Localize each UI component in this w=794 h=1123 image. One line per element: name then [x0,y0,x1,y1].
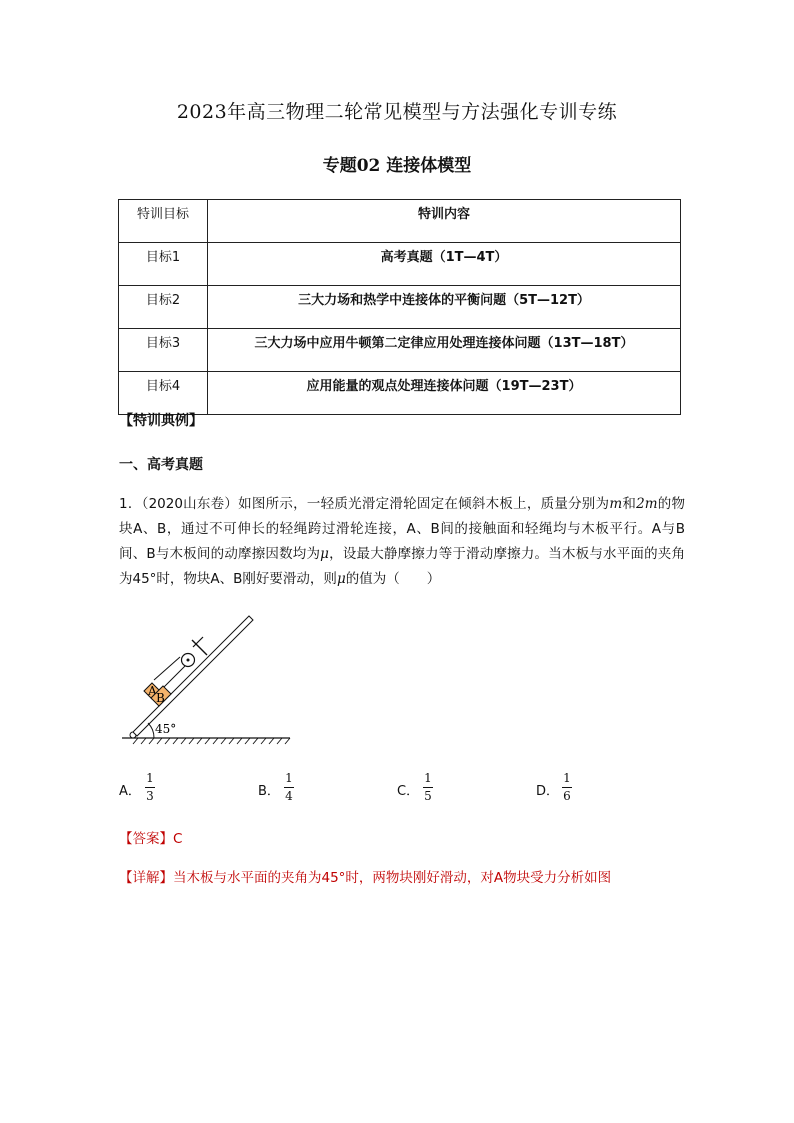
angle-arc [148,723,154,738]
question-part3: ，设最大静摩擦力等于滑动摩擦力。当木板与水平面的夹角为45°时，物块A、B刚好要滑动，则 [119,546,685,587]
option-c[interactable] [397,771,457,807]
detail-text: 当木板与水平面的夹角为45°时，两物块刚好滑动，对A物块受力分析如图 [173,870,612,886]
option-label: A． [119,784,141,799]
ground-hatching [133,738,290,744]
content-cell: 三大力场和热学中连接体的平衡问题（5T—12T） [208,286,681,329]
content-cell: 高考真题（1T—4T） [208,243,681,286]
option-fraction: 1 3 [146,771,154,803]
pulley-stop [192,640,207,655]
goal-cell: 目标4 [119,372,208,415]
content-cell: 应用能量的观点处理连接体问题（19T—23T） [208,372,681,415]
option-fraction: 1 6 [563,771,571,803]
section-heading: 【特训典例】 [119,413,203,429]
table-header-content: 特训内容 [208,200,681,243]
table-row [119,329,681,372]
inclined-board [133,616,253,736]
detail-tag: 【详解】 [119,870,173,886]
goal-cell: 目标2 [119,286,208,329]
mu-symbol: μ [320,546,329,562]
table-row [119,243,681,286]
option-label: D． [536,784,560,799]
option-fraction: 1 5 [424,771,432,803]
detail-line [119,866,611,886]
option-fraction: 1 4 [285,771,293,803]
question-part2: 的物块A、B，通过不可伸长的轻绳跨过滑轮连接，A、B间的接触面和轻绳均与木板平行。A与B间、B与木板间的动摩擦因数均为 [119,496,686,562]
table-header-row [119,200,681,243]
question-and: 和 [622,496,637,512]
topic-subtitle: 专题02 连接体模型 [322,156,472,176]
goal-cell: 目标1 [119,243,208,286]
mass-m: m [609,496,623,512]
option-d[interactable] [536,771,596,807]
incline-figure [118,610,298,750]
table-header-goal: 特训目标 [119,200,208,243]
mu-symbol-2: μ [336,571,346,587]
answer-tag: 【答案】 [119,831,173,847]
content-cell: 三大力场中应用牛顿第二定律应用处理连接体问题（13T—18T） [208,329,681,372]
goal-cell: 目标3 [119,329,208,372]
option-a[interactable] [119,771,179,807]
goals-table [118,199,681,415]
option-label: B． [258,784,280,799]
block-a-label: A [148,684,157,698]
block-b-label: B [156,691,165,705]
table-row [119,286,681,329]
answer-line [119,827,182,847]
answer-value: C [173,831,183,847]
angle-label: 45° [155,722,177,736]
question-text [119,492,685,592]
subsection-heading: 一、高考真题 [119,457,203,473]
table-row [119,372,681,415]
page-title: 2023年高三物理二轮常见模型与方法强化专训专练 [176,101,618,123]
mass-2m: 2m [636,496,658,512]
option-b[interactable] [258,771,318,807]
rope-upper [154,657,180,680]
question-part1: 1．（2020山东卷）如图所示，一轻质光滑定滑轮固定在倾斜木板上，质量分别为 [119,496,610,512]
question-part4: 的值为（ ） [345,571,441,587]
option-label: C． [397,784,420,799]
